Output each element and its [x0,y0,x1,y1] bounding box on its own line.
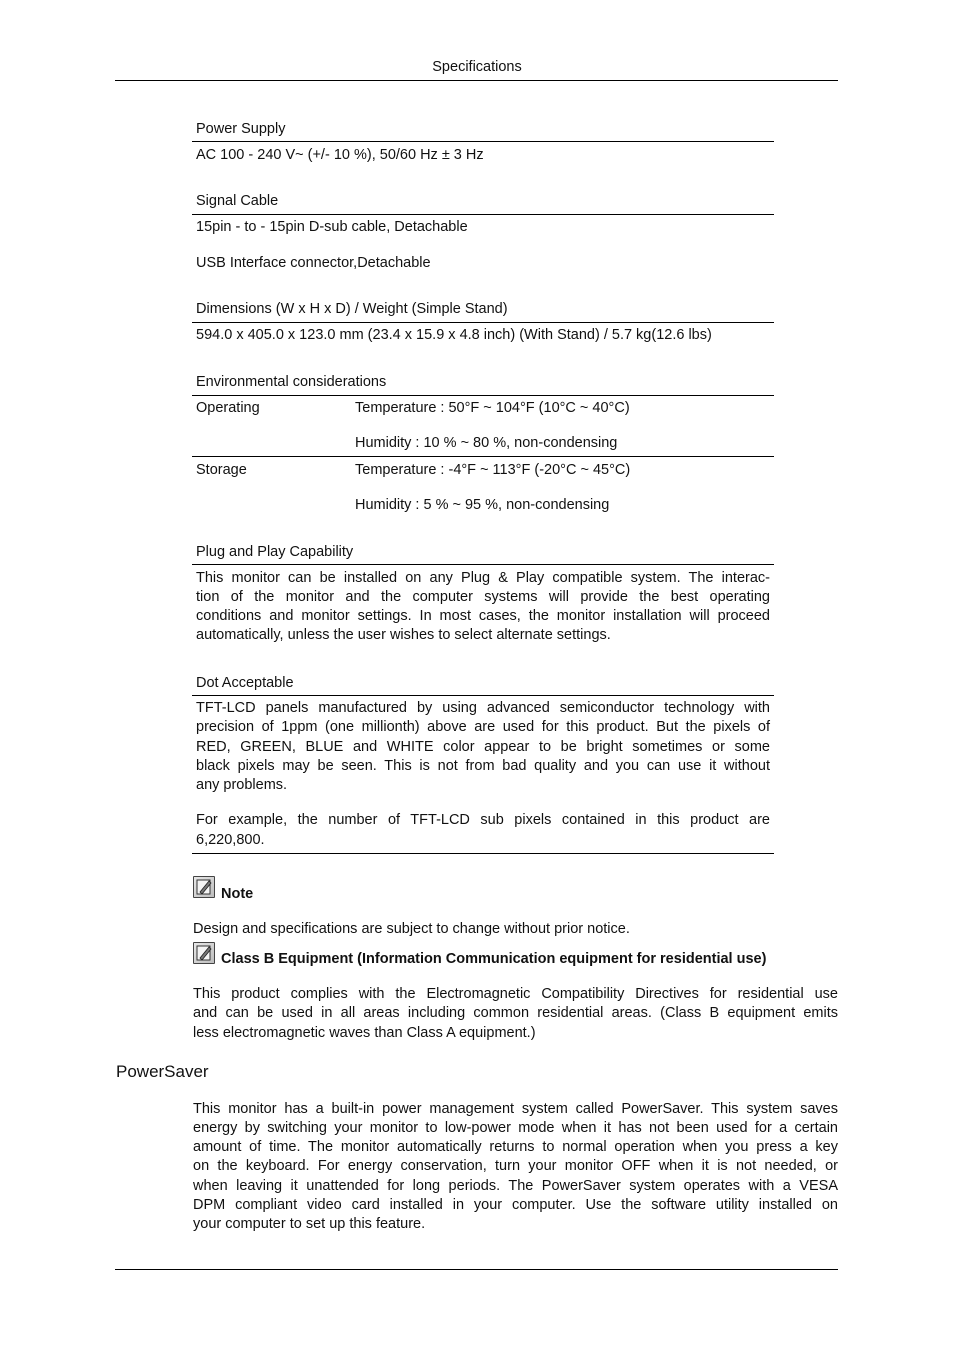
env-row-label: Operating [196,400,260,416]
class-b-line: and can be used in all areas including common residential areas. (Class B equipment emits [193,1005,838,1021]
section-rule [192,564,774,565]
plug-and-play-line: automatically, unless the user wishes to select alternate settings. [196,627,611,643]
section-rule [192,141,774,142]
plug-and-play-line: This monitor can be installed on any Plug & Play compatible system. The interac- [196,570,770,586]
powersaver-line: your computer to set up this feature. [193,1216,426,1232]
section-rule [192,695,774,696]
powersaver-line: energy by switching your monitor to low-power mode when it has not been used for a certain [193,1120,838,1136]
env-row-humidity: Humidity : 5 % ~ 95 %, non-condensing [355,497,610,513]
signal-cable-line: USB Interface connector,Detachable [196,255,431,271]
plug-and-play-line: tion of the monitor and the computer systems will provide the best operating [196,589,770,605]
powersaver-line: amount of time. The monitor automatically returns to normal operation when you press a key [193,1139,838,1155]
note-icon [193,876,215,898]
dot-acceptable-line: black pixels may be seen. This is not from bad quality and you can use it without [196,758,770,774]
class-b-label: Class B Equipment (Information Communication equipment for residential use) [221,951,767,967]
plug-and-play-heading: Plug and Play Capability [196,544,354,560]
note-icon [193,942,215,964]
dot-acceptable-line: TFT-LCD panels manufactured by using advanced semiconductor technology with [196,700,770,716]
powersaver-line: This monitor has a built-in power management system called PowerSaver. This system saves [193,1101,838,1117]
dot-acceptable-line: any problems. [196,777,288,793]
powersaver-line: DPM compliant video card installed in your computer. Use the software utility installed on [193,1197,838,1213]
dot-acceptable-line: precision of 1ppm (one millionth) above are used for this product. But the pixels of [196,719,770,735]
powersaver-line: on the keyboard. For energy conservation, turn your monitor OFF when it is not needed, or [193,1158,838,1174]
dimensions-value: 594.0 x 405.0 x 123.0 mm (23.4 x 15.9 x 4.8 inch) (With Stand) / 5.7 kg(12.6 lbs) [196,327,712,343]
page-header-title: Specifications [432,59,522,75]
env-row-humidity: Humidity : 10 % ~ 80 %, non-condensing [355,435,618,451]
powersaver-line: when leaving it unattended for long periods. The PowerSaver system operates with a VESA [193,1178,838,1194]
table-row-divider [192,456,774,457]
powersaver-heading: PowerSaver [116,1062,209,1081]
section-rule [192,322,774,323]
section-rule [192,395,774,396]
signal-cable-heading: Signal Cable [196,193,279,209]
env-row-temperature: Temperature : -4°F ~ 113°F (-20°C ~ 45°C) [355,462,631,478]
dot-acceptable-line: 6,220,800. [196,832,265,848]
power-supply-value: AC 100 - 240 V~ (+/- 10 %), 50/60 Hz ± 3 Hz [196,147,484,163]
dot-acceptable-heading: Dot Acceptable [196,675,294,691]
class-b-line: This product complies with the Electromagnetic Compatibility Directives for residential use [193,986,838,1002]
environmental-heading: Environmental considerations [196,374,387,390]
power-supply-heading: Power Supply [196,121,286,137]
footer-rule [115,1269,838,1270]
section-rule [192,214,774,215]
plug-and-play-line: conditions and monitor settings. In most cases, the monitor installation will proceed [196,608,770,624]
note-label: Note [221,886,254,902]
dot-acceptable-line: RED, GREEN, BLUE and WHITE color appear to be bright sometimes or some [196,739,770,755]
signal-cable-line: 15pin - to - 15pin D-sub cable, Detachable [196,219,468,235]
section-rule [192,853,774,854]
env-row-temperature: Temperature : 50°F ~ 104°F (10°C ~ 40°C) [355,400,630,416]
header-rule [115,80,838,81]
env-row-label: Storage [196,462,247,478]
dot-acceptable-line: For example, the number of TFT-LCD sub pixels contained in this product are [196,812,770,828]
note-text: Design and specifications are subject to change without prior notice. [193,921,630,937]
dimensions-heading: Dimensions (W x H x D) / Weight (Simple Stand) [196,301,508,317]
class-b-line: less electromagnetic waves than Class A equipment.) [193,1025,536,1041]
